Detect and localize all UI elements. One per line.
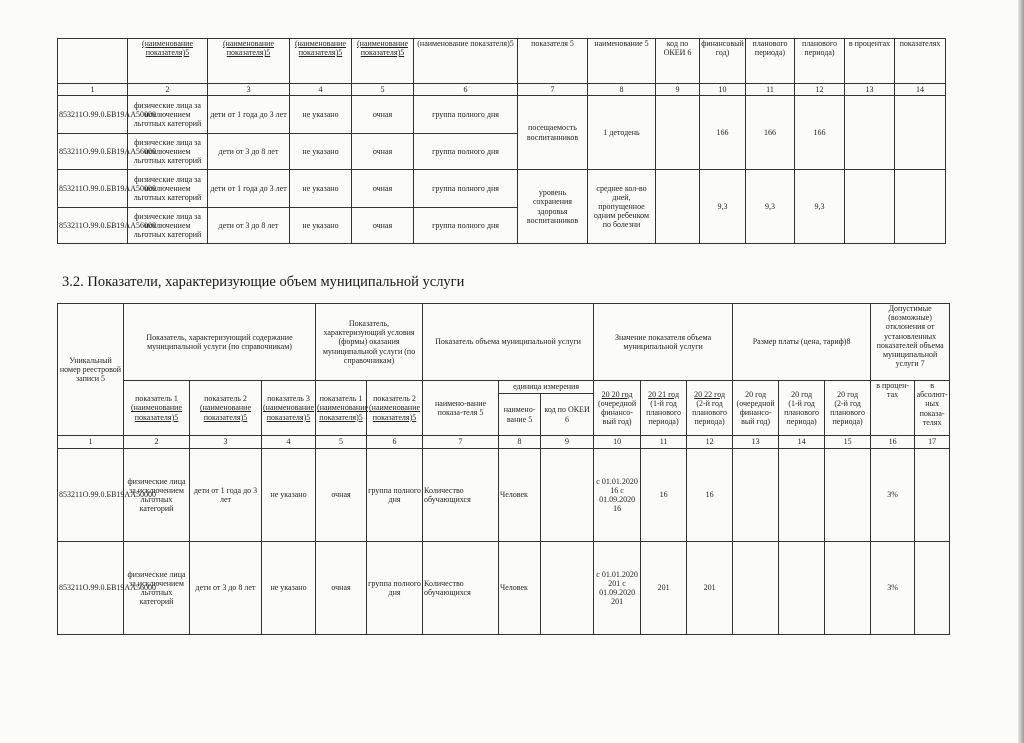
column-number: 1 <box>58 436 124 449</box>
table-row <box>58 449 950 542</box>
form-cell: очная <box>352 208 414 244</box>
indicator-name-hint: (наименование показателя)5 <box>263 403 315 422</box>
column-number: 7 <box>518 84 588 96</box>
column-number: 16 <box>871 436 915 449</box>
category-cell: физические лица за исключением льготных категорий <box>128 208 208 244</box>
registry-code: 853211О.99.0.БВ19АА56000 <box>58 134 128 170</box>
header-row <box>58 381 950 394</box>
registry-code: 853211О.99.0.БВ19АА50000 <box>58 96 128 134</box>
column-number: 13 <box>733 436 779 449</box>
value-plan-1: 9,3 <box>746 170 795 244</box>
table-row <box>58 542 950 635</box>
category-cell: физические лица за исключением льготных категорий <box>124 449 190 542</box>
year-label: 20 22 год <box>694 389 726 399</box>
header-cell: (наименование показателя)5 <box>352 39 414 84</box>
okei-code <box>656 170 700 244</box>
indicator-label: показатель 1 <box>135 394 178 404</box>
indicator-3-cell: не указано <box>290 134 352 170</box>
fee-plan-2 <box>825 542 871 635</box>
indicator-3-cell: не указано <box>262 449 316 542</box>
age-cell: дети от 3 до 8 лет <box>208 208 290 244</box>
table-row <box>58 170 946 208</box>
column-number: 9 <box>656 84 700 96</box>
header-cell <box>58 39 128 84</box>
column-number: 13 <box>845 84 895 96</box>
column-number: 5 <box>316 436 367 449</box>
header-cell: показателях <box>895 39 946 84</box>
indicator-2-header <box>190 381 262 436</box>
condition-1-header <box>316 381 367 436</box>
year-plan-2-header <box>687 381 733 436</box>
fee-plan-1 <box>779 542 825 635</box>
deviation-percent: 3% <box>871 449 915 542</box>
column-number-row <box>58 84 946 96</box>
group-cell: группа полного дня <box>414 134 518 170</box>
indicator-name-hint: (наименование показателя)5 <box>130 403 182 422</box>
column-number: 15 <box>825 436 871 449</box>
header-cell: (наименование показателя)5 <box>208 39 290 84</box>
form-cell: очная <box>316 542 367 635</box>
year-plan-1-header <box>641 381 687 436</box>
volume-indicators-table <box>57 303 950 635</box>
group-cell: группа полного дня <box>367 542 423 635</box>
deviation-percent <box>845 96 895 170</box>
age-cell: дети от 1 года до 3 лет <box>190 449 262 542</box>
age-cell: дети от 3 до 8 лет <box>190 542 262 635</box>
year-label: 20 20 год <box>601 389 633 399</box>
okei-code <box>541 542 594 635</box>
quality-indicator-name: уровень сохранения здоровья воспитанников <box>518 170 588 244</box>
column-number: 11 <box>746 84 795 96</box>
year-label: 20 год <box>745 389 767 399</box>
fee-current <box>733 542 779 635</box>
group-cell: группа полного дня <box>414 208 518 244</box>
deviation-percent <box>845 170 895 244</box>
column-number: 5 <box>352 84 414 96</box>
column-number: 10 <box>700 84 746 96</box>
value-plan-1: 16 <box>641 449 687 542</box>
indicator-3-header <box>262 381 316 436</box>
value-current: с 01.01.2020 201 с 01.09.2020 201 <box>594 542 641 635</box>
column-number: 11 <box>641 436 687 449</box>
okei-code <box>541 449 594 542</box>
indicator-label: показатель 2 <box>373 394 416 404</box>
column-number: 3 <box>208 84 290 96</box>
scan-edge-shadow <box>1018 0 1024 743</box>
value-current: 166 <box>700 96 746 170</box>
registry-code: 853211О.99.0.БВ19АА50000 <box>58 170 128 208</box>
column-number: 9 <box>541 436 594 449</box>
column-number: 2 <box>128 84 208 96</box>
form-cell: очная <box>352 96 414 134</box>
unique-number-header: Уникальный номер реестровой записи 5 <box>58 304 124 436</box>
header-cell: финансовый год) <box>700 39 746 84</box>
volume-indicator-name: Количество обучающихся <box>423 542 499 635</box>
column-number: 2 <box>124 436 190 449</box>
fee-header: Размер платы (цена, тариф)8 <box>733 304 871 381</box>
unit-header: единица измерения <box>499 381 594 394</box>
header-cell: показателя 5 <box>518 39 588 84</box>
column-number: 7 <box>423 436 499 449</box>
registry-code: 853211О.99.0.БВ19АА50000 <box>58 449 124 542</box>
content-indicator-header: Показатель, характеризующий содержание муниципальной услуги (по справочникам) <box>124 304 316 381</box>
header-cell: (наименование показателя)5 <box>128 39 208 84</box>
quality-indicator-name: посещаемость воспитанников <box>518 96 588 170</box>
unit-name: 1 детодень <box>588 96 656 170</box>
year-sub: (2-й год планового периода) <box>692 398 728 427</box>
year-sub: (очередной финансо-вый год) <box>736 398 775 427</box>
okei-code-header: код по ОКЕИ 6 <box>541 394 594 436</box>
category-cell: физические лица за исключением льготных категорий <box>124 542 190 635</box>
allowed-deviation-header: Допустимые (возможные) отклонения от установленных показателей объема муниципальной услуги 7 <box>871 304 950 381</box>
form-cell: очная <box>352 170 414 208</box>
indicator-label: показатель 3 <box>267 394 310 404</box>
header-cell: в процентах <box>845 39 895 84</box>
age-cell: дети от 1 года до 3 лет <box>208 96 290 134</box>
year-sub: (1-й год планового периода) <box>646 398 682 427</box>
value-plan-2: 9,3 <box>795 170 845 244</box>
indicator-name-hint: (наименование показателя)5 <box>199 403 251 422</box>
value-plan-1: 201 <box>641 542 687 635</box>
fee-plan-1 <box>779 449 825 542</box>
header-cell: код по ОКЕИ 6 <box>656 39 700 84</box>
year-sub: (2-й год планового периода) <box>830 398 866 427</box>
deviation-absolute <box>915 542 950 635</box>
value-current: с 01.01.2020 16 с 01.09.2020 16 <box>594 449 641 542</box>
conditions-indicator-header: Показатель, характеризующий условия (формы) оказания муниципальной услуги (по справочникам) <box>316 304 423 381</box>
unit-name-header: наимено-вание 5 <box>499 394 541 436</box>
volume-indicator-header: Показатель объема муниципальной услуги <box>423 304 594 381</box>
header-cell: планового периода) <box>795 39 845 84</box>
year-label: 20 21 год <box>648 389 680 399</box>
age-cell: дети от 3 до 8 лет <box>208 134 290 170</box>
year-current-header <box>594 381 641 436</box>
quality-indicators-table <box>57 38 946 244</box>
header-row <box>58 39 946 84</box>
category-cell: физические лица за исключением льготных категорий <box>128 96 208 134</box>
value-plan-1: 166 <box>746 96 795 170</box>
group-cell: группа полного дня <box>367 449 423 542</box>
registry-code: 853211О.99.0.БВ19АА56000 <box>58 208 128 244</box>
fee-current-header <box>733 381 779 436</box>
indicator-label: показатель 1 <box>319 394 363 404</box>
column-number: 1 <box>58 84 128 96</box>
year-label: 20 год <box>837 389 859 399</box>
group-cell: группа полного дня <box>414 96 518 134</box>
column-number: 12 <box>795 84 845 96</box>
header-cell: наименование 5 <box>588 39 656 84</box>
indicator-3-cell: не указано <box>290 170 352 208</box>
table-row <box>58 96 946 134</box>
fee-current <box>733 449 779 542</box>
deviation-absolute <box>895 96 946 170</box>
column-number: 12 <box>687 436 733 449</box>
fee-plan-1-header <box>779 381 825 436</box>
condition-2-header <box>367 381 423 436</box>
indicator-name-hint: (наименование показателя)5 <box>369 403 421 422</box>
year-label: 20 год <box>791 389 813 399</box>
column-number: 8 <box>499 436 541 449</box>
value-current: 9,3 <box>700 170 746 244</box>
column-number: 10 <box>594 436 641 449</box>
fee-plan-2-header <box>825 381 871 436</box>
form-cell: очная <box>316 449 367 542</box>
unit-name: Человек <box>499 542 541 635</box>
form-cell: очная <box>352 134 414 170</box>
age-cell: дети от 1 года до 3 лет <box>208 170 290 208</box>
section-heading: 3.2. Показатели, характеризующие объем муниципальной услуги <box>62 274 465 290</box>
category-cell: физические лица за исключением льготных категорий <box>128 170 208 208</box>
volume-value-header: Значение показателя объема муниципальной услуги <box>594 304 733 381</box>
registry-code: 853211О.99.0.БВ19АА56000 <box>58 542 124 635</box>
deviation-percent: 3% <box>871 542 915 635</box>
value-plan-2: 166 <box>795 96 845 170</box>
column-number: 6 <box>367 436 423 449</box>
header-cell: (наименование показателя)5 <box>290 39 352 84</box>
column-number: 3 <box>190 436 262 449</box>
deviation-absolute <box>895 170 946 244</box>
column-number: 14 <box>895 84 946 96</box>
value-plan-2: 201 <box>687 542 733 635</box>
percent-header: в процен-тах <box>871 381 915 436</box>
fee-plan-2 <box>825 449 871 542</box>
column-number-row <box>58 436 950 449</box>
column-number: 4 <box>290 84 352 96</box>
indicator-name-hint: (наименование показателя)5 <box>317 403 369 422</box>
indicator-1-header <box>124 381 190 436</box>
volume-name-header: наимено-вание показа-теля 5 <box>423 381 499 436</box>
column-number: 6 <box>414 84 518 96</box>
column-number: 4 <box>262 436 316 449</box>
indicator-3-cell: не указано <box>262 542 316 635</box>
column-number: 14 <box>779 436 825 449</box>
header-cell: (наименование показателя)5 <box>414 39 518 84</box>
column-number: 17 <box>915 436 950 449</box>
year-sub: (очередной финансо-вый год) <box>598 398 637 427</box>
absolute-header: в абсолют-ных показа-телях <box>915 381 950 436</box>
unit-name: среднее кол-во дней, пропущенное одним ребенком по болезни <box>588 170 656 244</box>
deviation-absolute <box>915 449 950 542</box>
header-row <box>58 304 950 381</box>
year-sub: (1-й год планового периода) <box>784 398 820 427</box>
indicator-3-cell: не указано <box>290 96 352 134</box>
okei-code <box>656 96 700 170</box>
column-number: 8 <box>588 84 656 96</box>
group-cell: группа полного дня <box>414 170 518 208</box>
category-cell: физические лица за исключением льготных категорий <box>128 134 208 170</box>
value-plan-2: 16 <box>687 449 733 542</box>
indicator-3-cell: не указано <box>290 208 352 244</box>
indicator-label: показатель 2 <box>204 394 247 404</box>
volume-indicator-name: Количество обучающихся <box>423 449 499 542</box>
header-cell: планового периода) <box>746 39 795 84</box>
unit-name: Человек <box>499 449 541 542</box>
